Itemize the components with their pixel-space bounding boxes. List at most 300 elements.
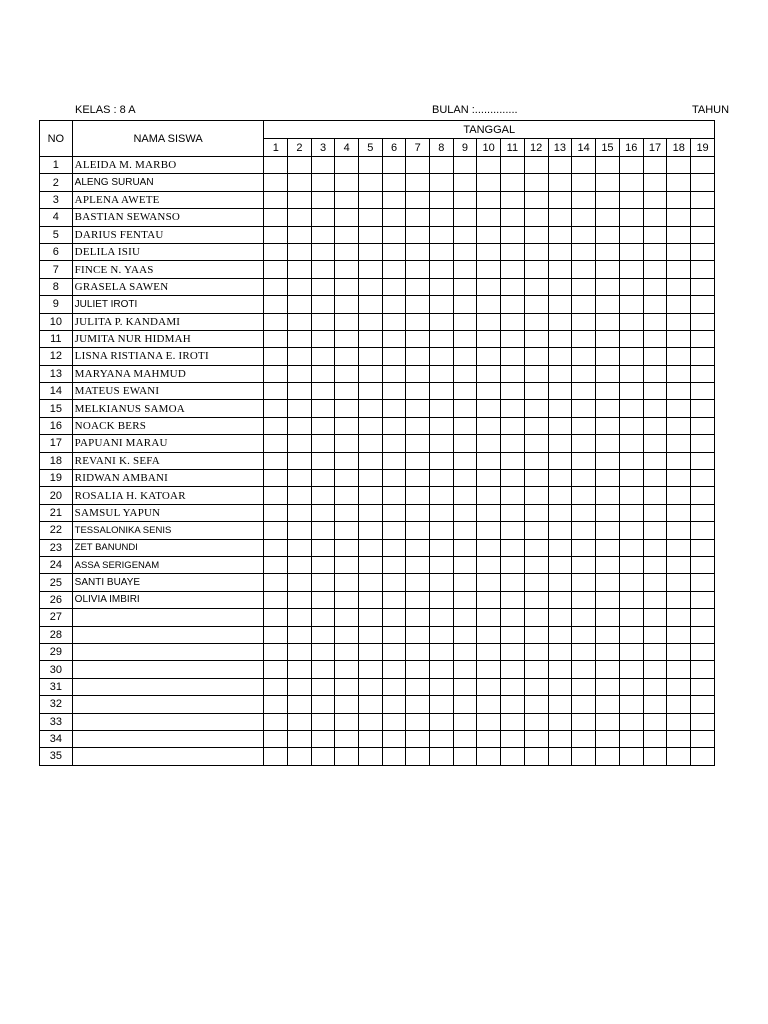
attendance-cell[interactable] bbox=[596, 278, 620, 295]
attendance-cell[interactable] bbox=[382, 713, 406, 730]
attendance-cell[interactable] bbox=[619, 591, 643, 608]
attendance-cell[interactable] bbox=[359, 261, 383, 278]
attendance-cell[interactable] bbox=[382, 504, 406, 521]
attendance-cell[interactable] bbox=[619, 157, 643, 174]
attendance-cell[interactable] bbox=[643, 313, 667, 330]
attendance-cell[interactable] bbox=[596, 417, 620, 434]
attendance-cell[interactable] bbox=[643, 556, 667, 573]
attendance-cell[interactable] bbox=[691, 574, 715, 591]
attendance-cell[interactable] bbox=[453, 365, 477, 382]
attendance-cell[interactable] bbox=[311, 417, 335, 434]
attendance-cell[interactable] bbox=[691, 330, 715, 347]
attendance-cell[interactable] bbox=[691, 609, 715, 626]
attendance-cell[interactable] bbox=[453, 626, 477, 643]
attendance-cell[interactable] bbox=[667, 661, 691, 678]
attendance-cell[interactable] bbox=[596, 400, 620, 417]
attendance-cell[interactable] bbox=[596, 487, 620, 504]
attendance-cell[interactable] bbox=[548, 556, 572, 573]
attendance-cell[interactable] bbox=[572, 487, 596, 504]
attendance-cell[interactable] bbox=[264, 539, 288, 556]
attendance-cell[interactable] bbox=[406, 278, 430, 295]
attendance-cell[interactable] bbox=[572, 243, 596, 260]
attendance-cell[interactable] bbox=[524, 556, 548, 573]
attendance-cell[interactable] bbox=[524, 626, 548, 643]
attendance-cell[interactable] bbox=[288, 296, 312, 313]
attendance-cell[interactable] bbox=[335, 209, 359, 226]
attendance-cell[interactable] bbox=[311, 209, 335, 226]
attendance-cell[interactable] bbox=[429, 435, 453, 452]
attendance-cell[interactable] bbox=[572, 452, 596, 469]
attendance-cell[interactable] bbox=[667, 296, 691, 313]
attendance-cell[interactable] bbox=[288, 243, 312, 260]
attendance-cell[interactable] bbox=[406, 348, 430, 365]
attendance-cell[interactable] bbox=[453, 296, 477, 313]
attendance-cell[interactable] bbox=[264, 522, 288, 539]
attendance-cell[interactable] bbox=[596, 296, 620, 313]
attendance-cell[interactable] bbox=[406, 157, 430, 174]
attendance-cell[interactable] bbox=[619, 487, 643, 504]
attendance-cell[interactable] bbox=[501, 504, 525, 521]
attendance-cell[interactable] bbox=[311, 296, 335, 313]
attendance-cell[interactable] bbox=[477, 278, 501, 295]
attendance-cell[interactable] bbox=[572, 626, 596, 643]
attendance-cell[interactable] bbox=[572, 383, 596, 400]
attendance-cell[interactable] bbox=[596, 748, 620, 765]
attendance-cell[interactable] bbox=[453, 643, 477, 660]
attendance-cell[interactable] bbox=[667, 626, 691, 643]
attendance-cell[interactable] bbox=[335, 522, 359, 539]
attendance-cell[interactable] bbox=[335, 730, 359, 747]
attendance-cell[interactable] bbox=[524, 522, 548, 539]
attendance-cell[interactable] bbox=[643, 174, 667, 191]
attendance-cell[interactable] bbox=[619, 522, 643, 539]
attendance-cell[interactable] bbox=[548, 157, 572, 174]
attendance-cell[interactable] bbox=[691, 470, 715, 487]
attendance-cell[interactable] bbox=[691, 713, 715, 730]
attendance-cell[interactable] bbox=[524, 226, 548, 243]
attendance-cell[interactable] bbox=[691, 209, 715, 226]
attendance-cell[interactable] bbox=[501, 452, 525, 469]
attendance-cell[interactable] bbox=[288, 174, 312, 191]
attendance-cell[interactable] bbox=[288, 730, 312, 747]
attendance-cell[interactable] bbox=[311, 191, 335, 208]
attendance-cell[interactable] bbox=[477, 626, 501, 643]
attendance-cell[interactable] bbox=[429, 383, 453, 400]
attendance-cell[interactable] bbox=[406, 435, 430, 452]
attendance-cell[interactable] bbox=[548, 243, 572, 260]
attendance-cell[interactable] bbox=[524, 313, 548, 330]
attendance-cell[interactable] bbox=[667, 522, 691, 539]
attendance-cell[interactable] bbox=[477, 435, 501, 452]
attendance-cell[interactable] bbox=[572, 313, 596, 330]
attendance-cell[interactable] bbox=[382, 643, 406, 660]
attendance-cell[interactable] bbox=[524, 400, 548, 417]
attendance-cell[interactable] bbox=[477, 226, 501, 243]
attendance-cell[interactable] bbox=[453, 730, 477, 747]
attendance-cell[interactable] bbox=[382, 400, 406, 417]
attendance-cell[interactable] bbox=[264, 383, 288, 400]
attendance-cell[interactable] bbox=[691, 696, 715, 713]
attendance-cell[interactable] bbox=[264, 678, 288, 695]
attendance-cell[interactable] bbox=[524, 643, 548, 660]
attendance-cell[interactable] bbox=[691, 748, 715, 765]
attendance-cell[interactable] bbox=[643, 591, 667, 608]
attendance-cell[interactable] bbox=[382, 696, 406, 713]
attendance-cell[interactable] bbox=[524, 609, 548, 626]
attendance-cell[interactable] bbox=[691, 522, 715, 539]
attendance-cell[interactable] bbox=[596, 330, 620, 347]
attendance-cell[interactable] bbox=[359, 470, 383, 487]
attendance-cell[interactable] bbox=[453, 591, 477, 608]
attendance-cell[interactable] bbox=[619, 261, 643, 278]
attendance-cell[interactable] bbox=[288, 330, 312, 347]
attendance-cell[interactable] bbox=[382, 243, 406, 260]
attendance-cell[interactable] bbox=[691, 313, 715, 330]
attendance-cell[interactable] bbox=[453, 209, 477, 226]
attendance-cell[interactable] bbox=[667, 730, 691, 747]
attendance-cell[interactable] bbox=[501, 174, 525, 191]
attendance-cell[interactable] bbox=[643, 365, 667, 382]
attendance-cell[interactable] bbox=[643, 417, 667, 434]
attendance-cell[interactable] bbox=[359, 522, 383, 539]
attendance-cell[interactable] bbox=[477, 191, 501, 208]
attendance-cell[interactable] bbox=[335, 591, 359, 608]
attendance-cell[interactable] bbox=[524, 365, 548, 382]
attendance-cell[interactable] bbox=[335, 348, 359, 365]
attendance-cell[interactable] bbox=[264, 157, 288, 174]
attendance-cell[interactable] bbox=[643, 261, 667, 278]
attendance-cell[interactable] bbox=[524, 296, 548, 313]
attendance-cell[interactable] bbox=[429, 730, 453, 747]
attendance-cell[interactable] bbox=[288, 470, 312, 487]
attendance-cell[interactable] bbox=[572, 226, 596, 243]
attendance-cell[interactable] bbox=[311, 556, 335, 573]
attendance-cell[interactable] bbox=[311, 504, 335, 521]
attendance-cell[interactable] bbox=[477, 556, 501, 573]
attendance-cell[interactable] bbox=[477, 661, 501, 678]
attendance-cell[interactable] bbox=[406, 191, 430, 208]
attendance-cell[interactable] bbox=[643, 696, 667, 713]
attendance-cell[interactable] bbox=[691, 400, 715, 417]
attendance-cell[interactable] bbox=[453, 330, 477, 347]
attendance-cell[interactable] bbox=[548, 348, 572, 365]
attendance-cell[interactable] bbox=[619, 243, 643, 260]
attendance-cell[interactable] bbox=[477, 330, 501, 347]
attendance-cell[interactable] bbox=[429, 261, 453, 278]
attendance-cell[interactable] bbox=[382, 417, 406, 434]
attendance-cell[interactable] bbox=[406, 417, 430, 434]
attendance-cell[interactable] bbox=[288, 417, 312, 434]
attendance-cell[interactable] bbox=[667, 696, 691, 713]
attendance-cell[interactable] bbox=[596, 243, 620, 260]
attendance-cell[interactable] bbox=[691, 435, 715, 452]
attendance-cell[interactable] bbox=[311, 330, 335, 347]
attendance-cell[interactable] bbox=[572, 591, 596, 608]
attendance-cell[interactable] bbox=[477, 348, 501, 365]
attendance-cell[interactable] bbox=[429, 296, 453, 313]
attendance-cell[interactable] bbox=[264, 713, 288, 730]
attendance-cell[interactable] bbox=[572, 696, 596, 713]
attendance-cell[interactable] bbox=[382, 209, 406, 226]
attendance-cell[interactable] bbox=[596, 504, 620, 521]
attendance-cell[interactable] bbox=[359, 487, 383, 504]
attendance-cell[interactable] bbox=[382, 174, 406, 191]
attendance-cell[interactable] bbox=[548, 748, 572, 765]
attendance-cell[interactable] bbox=[619, 400, 643, 417]
attendance-cell[interactable] bbox=[572, 713, 596, 730]
attendance-cell[interactable] bbox=[596, 209, 620, 226]
attendance-cell[interactable] bbox=[643, 643, 667, 660]
attendance-cell[interactable] bbox=[572, 643, 596, 660]
attendance-cell[interactable] bbox=[288, 678, 312, 695]
attendance-cell[interactable] bbox=[524, 174, 548, 191]
attendance-cell[interactable] bbox=[619, 365, 643, 382]
attendance-cell[interactable] bbox=[311, 452, 335, 469]
attendance-cell[interactable] bbox=[264, 400, 288, 417]
attendance-cell[interactable] bbox=[406, 452, 430, 469]
attendance-cell[interactable] bbox=[477, 748, 501, 765]
attendance-cell[interactable] bbox=[429, 157, 453, 174]
attendance-cell[interactable] bbox=[643, 730, 667, 747]
attendance-cell[interactable] bbox=[667, 226, 691, 243]
attendance-cell[interactable] bbox=[691, 661, 715, 678]
attendance-cell[interactable] bbox=[643, 243, 667, 260]
attendance-cell[interactable] bbox=[643, 713, 667, 730]
attendance-cell[interactable] bbox=[335, 470, 359, 487]
attendance-cell[interactable] bbox=[524, 330, 548, 347]
attendance-cell[interactable] bbox=[453, 191, 477, 208]
attendance-cell[interactable] bbox=[524, 504, 548, 521]
attendance-cell[interactable] bbox=[501, 435, 525, 452]
attendance-cell[interactable] bbox=[429, 243, 453, 260]
attendance-cell[interactable] bbox=[453, 748, 477, 765]
attendance-cell[interactable] bbox=[548, 539, 572, 556]
attendance-cell[interactable] bbox=[406, 296, 430, 313]
attendance-cell[interactable] bbox=[596, 696, 620, 713]
attendance-cell[interactable] bbox=[596, 522, 620, 539]
attendance-cell[interactable] bbox=[311, 278, 335, 295]
attendance-cell[interactable] bbox=[406, 713, 430, 730]
attendance-cell[interactable] bbox=[335, 696, 359, 713]
attendance-cell[interactable] bbox=[501, 278, 525, 295]
attendance-cell[interactable] bbox=[453, 435, 477, 452]
attendance-cell[interactable] bbox=[335, 643, 359, 660]
attendance-cell[interactable] bbox=[619, 574, 643, 591]
attendance-cell[interactable] bbox=[288, 556, 312, 573]
attendance-cell[interactable] bbox=[501, 539, 525, 556]
attendance-cell[interactable] bbox=[264, 748, 288, 765]
attendance-cell[interactable] bbox=[524, 278, 548, 295]
attendance-cell[interactable] bbox=[524, 696, 548, 713]
attendance-cell[interactable] bbox=[572, 539, 596, 556]
attendance-cell[interactable] bbox=[359, 157, 383, 174]
attendance-cell[interactable] bbox=[288, 487, 312, 504]
attendance-cell[interactable] bbox=[335, 435, 359, 452]
attendance-cell[interactable] bbox=[477, 417, 501, 434]
attendance-cell[interactable] bbox=[524, 574, 548, 591]
attendance-cell[interactable] bbox=[572, 348, 596, 365]
attendance-cell[interactable] bbox=[288, 574, 312, 591]
attendance-cell[interactable] bbox=[335, 661, 359, 678]
attendance-cell[interactable] bbox=[477, 157, 501, 174]
attendance-cell[interactable] bbox=[667, 417, 691, 434]
attendance-cell[interactable] bbox=[548, 313, 572, 330]
attendance-cell[interactable] bbox=[691, 452, 715, 469]
attendance-cell[interactable] bbox=[643, 626, 667, 643]
attendance-cell[interactable] bbox=[596, 609, 620, 626]
attendance-cell[interactable] bbox=[311, 574, 335, 591]
attendance-cell[interactable] bbox=[643, 296, 667, 313]
attendance-cell[interactable] bbox=[406, 261, 430, 278]
attendance-cell[interactable] bbox=[572, 330, 596, 347]
attendance-cell[interactable] bbox=[453, 348, 477, 365]
attendance-cell[interactable] bbox=[619, 226, 643, 243]
attendance-cell[interactable] bbox=[619, 452, 643, 469]
attendance-cell[interactable] bbox=[572, 417, 596, 434]
attendance-cell[interactable] bbox=[596, 452, 620, 469]
attendance-cell[interactable] bbox=[524, 243, 548, 260]
attendance-cell[interactable] bbox=[288, 261, 312, 278]
attendance-cell[interactable] bbox=[429, 348, 453, 365]
attendance-cell[interactable] bbox=[406, 400, 430, 417]
attendance-cell[interactable] bbox=[477, 504, 501, 521]
attendance-cell[interactable] bbox=[596, 574, 620, 591]
attendance-cell[interactable] bbox=[477, 261, 501, 278]
attendance-cell[interactable] bbox=[382, 522, 406, 539]
attendance-cell[interactable] bbox=[667, 591, 691, 608]
attendance-cell[interactable] bbox=[501, 487, 525, 504]
attendance-cell[interactable] bbox=[619, 313, 643, 330]
attendance-cell[interactable] bbox=[667, 261, 691, 278]
attendance-cell[interactable] bbox=[501, 696, 525, 713]
attendance-cell[interactable] bbox=[264, 591, 288, 608]
attendance-cell[interactable] bbox=[453, 157, 477, 174]
attendance-cell[interactable] bbox=[288, 748, 312, 765]
attendance-cell[interactable] bbox=[667, 383, 691, 400]
attendance-cell[interactable] bbox=[335, 626, 359, 643]
attendance-cell[interactable] bbox=[406, 678, 430, 695]
attendance-cell[interactable] bbox=[382, 278, 406, 295]
attendance-cell[interactable] bbox=[264, 417, 288, 434]
attendance-cell[interactable] bbox=[288, 157, 312, 174]
attendance-cell[interactable] bbox=[359, 365, 383, 382]
attendance-cell[interactable] bbox=[501, 609, 525, 626]
attendance-cell[interactable] bbox=[382, 609, 406, 626]
attendance-cell[interactable] bbox=[548, 330, 572, 347]
attendance-cell[interactable] bbox=[619, 435, 643, 452]
attendance-cell[interactable] bbox=[691, 365, 715, 382]
attendance-cell[interactable] bbox=[572, 278, 596, 295]
attendance-cell[interactable] bbox=[691, 191, 715, 208]
attendance-cell[interactable] bbox=[406, 643, 430, 660]
attendance-cell[interactable] bbox=[429, 661, 453, 678]
attendance-cell[interactable] bbox=[311, 261, 335, 278]
attendance-cell[interactable] bbox=[311, 713, 335, 730]
attendance-cell[interactable] bbox=[572, 748, 596, 765]
attendance-cell[interactable] bbox=[619, 278, 643, 295]
attendance-cell[interactable] bbox=[453, 452, 477, 469]
attendance-cell[interactable] bbox=[667, 556, 691, 573]
attendance-cell[interactable] bbox=[691, 504, 715, 521]
attendance-cell[interactable] bbox=[429, 209, 453, 226]
attendance-cell[interactable] bbox=[453, 261, 477, 278]
attendance-cell[interactable] bbox=[429, 522, 453, 539]
attendance-cell[interactable] bbox=[572, 504, 596, 521]
attendance-cell[interactable] bbox=[691, 556, 715, 573]
attendance-cell[interactable] bbox=[264, 661, 288, 678]
attendance-cell[interactable] bbox=[572, 191, 596, 208]
attendance-cell[interactable] bbox=[548, 278, 572, 295]
attendance-cell[interactable] bbox=[406, 504, 430, 521]
attendance-cell[interactable] bbox=[382, 748, 406, 765]
attendance-cell[interactable] bbox=[548, 296, 572, 313]
attendance-cell[interactable] bbox=[382, 157, 406, 174]
attendance-cell[interactable] bbox=[429, 487, 453, 504]
attendance-cell[interactable] bbox=[477, 470, 501, 487]
attendance-cell[interactable] bbox=[288, 278, 312, 295]
attendance-cell[interactable] bbox=[619, 330, 643, 347]
attendance-cell[interactable] bbox=[406, 174, 430, 191]
attendance-cell[interactable] bbox=[382, 556, 406, 573]
attendance-cell[interactable] bbox=[643, 348, 667, 365]
attendance-cell[interactable] bbox=[548, 574, 572, 591]
attendance-cell[interactable] bbox=[596, 591, 620, 608]
attendance-cell[interactable] bbox=[406, 730, 430, 747]
attendance-cell[interactable] bbox=[335, 609, 359, 626]
attendance-cell[interactable] bbox=[453, 556, 477, 573]
attendance-cell[interactable] bbox=[667, 243, 691, 260]
attendance-cell[interactable] bbox=[311, 470, 335, 487]
attendance-cell[interactable] bbox=[429, 591, 453, 608]
attendance-cell[interactable] bbox=[429, 713, 453, 730]
attendance-cell[interactable] bbox=[382, 661, 406, 678]
attendance-cell[interactable] bbox=[406, 243, 430, 260]
attendance-cell[interactable] bbox=[596, 383, 620, 400]
attendance-cell[interactable] bbox=[406, 383, 430, 400]
attendance-cell[interactable] bbox=[382, 470, 406, 487]
attendance-cell[interactable] bbox=[501, 643, 525, 660]
attendance-cell[interactable] bbox=[643, 452, 667, 469]
attendance-cell[interactable] bbox=[311, 365, 335, 382]
attendance-cell[interactable] bbox=[619, 504, 643, 521]
attendance-cell[interactable] bbox=[359, 539, 383, 556]
attendance-cell[interactable] bbox=[359, 591, 383, 608]
attendance-cell[interactable] bbox=[335, 574, 359, 591]
attendance-cell[interactable] bbox=[288, 609, 312, 626]
attendance-cell[interactable] bbox=[667, 643, 691, 660]
attendance-cell[interactable] bbox=[667, 209, 691, 226]
attendance-cell[interactable] bbox=[382, 678, 406, 695]
attendance-cell[interactable] bbox=[429, 643, 453, 660]
attendance-cell[interactable] bbox=[429, 470, 453, 487]
attendance-cell[interactable] bbox=[667, 435, 691, 452]
attendance-cell[interactable] bbox=[335, 261, 359, 278]
attendance-cell[interactable] bbox=[572, 661, 596, 678]
attendance-cell[interactable] bbox=[288, 365, 312, 382]
attendance-cell[interactable] bbox=[359, 383, 383, 400]
attendance-cell[interactable] bbox=[667, 470, 691, 487]
attendance-cell[interactable] bbox=[429, 574, 453, 591]
attendance-cell[interactable] bbox=[501, 330, 525, 347]
attendance-cell[interactable] bbox=[548, 713, 572, 730]
attendance-cell[interactable] bbox=[667, 278, 691, 295]
attendance-cell[interactable] bbox=[691, 226, 715, 243]
attendance-cell[interactable] bbox=[572, 609, 596, 626]
attendance-cell[interactable] bbox=[264, 556, 288, 573]
attendance-cell[interactable] bbox=[643, 226, 667, 243]
attendance-cell[interactable] bbox=[596, 174, 620, 191]
attendance-cell[interactable] bbox=[643, 278, 667, 295]
